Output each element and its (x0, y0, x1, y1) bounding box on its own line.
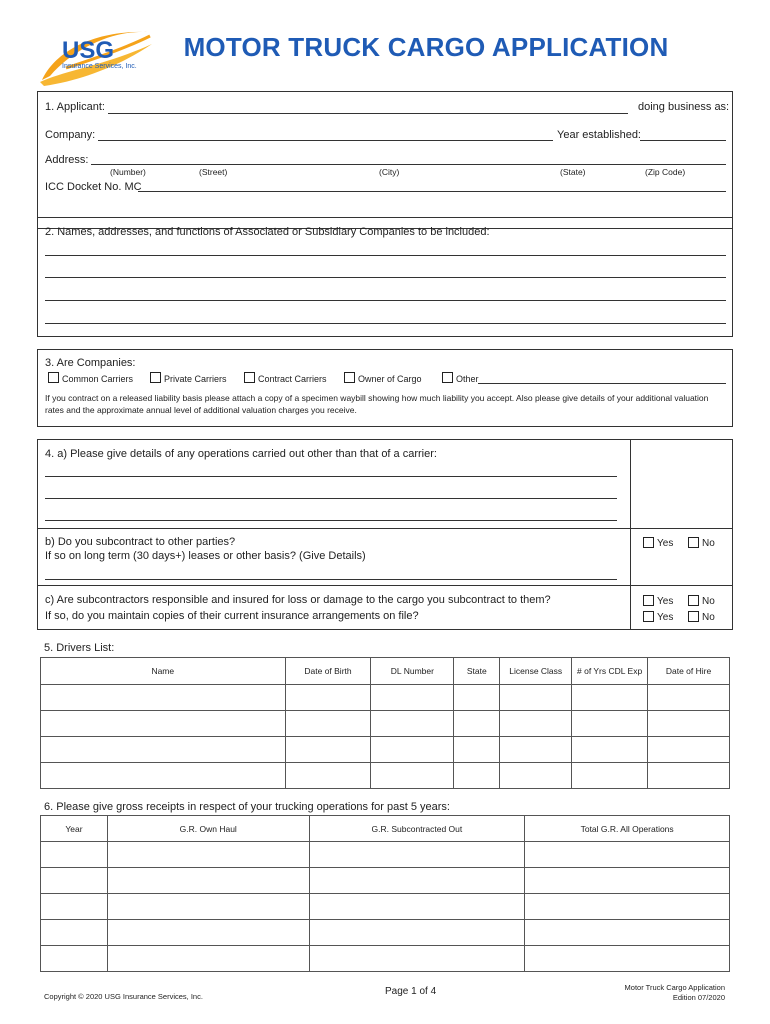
year-established-field[interactable] (640, 140, 726, 141)
address-label: Address: (45, 154, 89, 166)
owner-of-cargo-checkbox[interactable] (344, 372, 355, 383)
company-label: Company: (45, 129, 96, 141)
drivers-col-state: State (454, 658, 500, 685)
subcontract-yes-label: Yes (657, 538, 674, 549)
insured-yes-label: Yes (657, 596, 674, 607)
contract-carriers-label: Contract Carriers (258, 374, 327, 384)
table-row (41, 842, 730, 868)
receipts-col-total: Total G.R. All Operations (525, 816, 730, 842)
other-label: Other (456, 374, 479, 384)
subcontractor-insured-question: c) Are subcontractors responsible and insured for loss or damage to the cargo you subcontract to them? (45, 594, 551, 606)
private-carriers-label: Private Carriers (164, 374, 227, 384)
common-carriers-checkbox[interactable] (48, 372, 59, 383)
receipts-col-own-haul: G.R. Own Haul (107, 816, 309, 842)
insured-no-checkbox[interactable] (688, 595, 699, 606)
associated-line-1[interactable] (45, 255, 726, 256)
receipts-col-subcontracted: G.R. Subcontracted Out (309, 816, 525, 842)
svg-text:USG: USG (62, 37, 115, 64)
copies-no-label: No (702, 612, 715, 623)
private-carriers-checkbox[interactable] (150, 372, 161, 383)
gross-receipts-table (40, 815, 730, 972)
drivers-list-label: 5. Drivers List: (44, 642, 115, 654)
company-field[interactable] (98, 140, 553, 141)
address-field[interactable] (91, 164, 726, 165)
table-row (41, 737, 730, 763)
table-row (41, 711, 730, 737)
subcontract-yes-checkbox[interactable] (643, 537, 654, 548)
common-carriers-label: Common Carriers (62, 374, 134, 384)
contract-carriers-checkbox[interactable] (244, 372, 255, 383)
icc-docket-label: ICC Docket No. MC (45, 181, 142, 193)
associated-line-4[interactable] (45, 323, 726, 324)
company-type-label: 3. Are Companies: (45, 357, 136, 369)
year-established-label: Year established: (557, 129, 641, 141)
drivers-col-name: Name (41, 658, 286, 685)
insured-yes-checkbox[interactable] (643, 595, 654, 606)
drivers-col-dl-number: DL Number (371, 658, 454, 685)
address-zip-caption: (Zip Code) (645, 167, 686, 177)
dba-label: doing business as: (638, 101, 730, 113)
other-operations-line-2[interactable] (45, 498, 617, 499)
copies-no-checkbox[interactable] (688, 611, 699, 622)
associated-line-2[interactable] (45, 277, 726, 278)
address-number-caption: (Number) (110, 167, 146, 177)
other-operations-line-3[interactable] (45, 520, 617, 521)
section-associated-companies (37, 217, 733, 337)
drivers-col-date-of-hire: Date of Hire (648, 658, 730, 685)
svg-text:Insurance Services, Inc.: Insurance Services, Inc. (62, 63, 137, 70)
section-operations (37, 439, 733, 630)
insurance-copies-question: If so, do you maintain copies of their current insurance arrangements on file? (45, 610, 419, 622)
subcontract-no-label: No (702, 538, 715, 549)
applicant-field[interactable] (108, 113, 628, 114)
subcontract-question: b) Do you subcontract to other parties? (45, 536, 236, 548)
subcontract-no-checkbox[interactable] (688, 537, 699, 548)
address-street-caption: (Street) (199, 167, 228, 177)
icc-docket-field[interactable] (138, 191, 726, 192)
released-liability-note: If you contract on a released liability basis please attach a copy of a specimen waybill showing how much liability you accept. Also please give details of your additional valuation rates and the approximate annual level of additional valuation charges you receive. (45, 393, 709, 415)
copyright-text: Copyright © 2020 USG Insurance Services, Inc. (44, 992, 203, 1001)
section-applicant (37, 91, 733, 229)
associated-line-3[interactable] (45, 300, 726, 301)
gross-receipts-label: 6. Please give gross receipts in respect of your trucking operations for past 5 years: (44, 801, 450, 813)
table-row (41, 920, 730, 946)
usg-logo (36, 10, 156, 90)
table-row (41, 894, 730, 920)
other-checkbox[interactable] (442, 372, 453, 383)
table-row (41, 685, 730, 711)
form-name: Motor Truck Cargo Application (624, 983, 725, 992)
drivers-col-cdl-exp: # of Yrs CDL Exp (572, 658, 648, 685)
copies-yes-label: Yes (657, 612, 674, 623)
drivers-col-license-class: License Class (500, 658, 572, 685)
other-operations-label: 4. a) Please give details of any operations carried out other than that of a carrier: (45, 448, 437, 460)
associated-companies-label: 2. Names, addresses, and functions of Associated or Subsidiary Companies to be included: (45, 226, 490, 238)
address-state-caption: (State) (560, 167, 586, 177)
other-operations-line-1[interactable] (45, 476, 617, 477)
copies-yes-checkbox[interactable] (643, 611, 654, 622)
table-row (41, 946, 730, 972)
other-field[interactable] (478, 383, 726, 384)
page-title: MOTOR TRUCK CARGO APPLICATION (183, 32, 669, 62)
owner-of-cargo-label: Owner of Cargo (358, 374, 422, 384)
page-number: Page 1 of 4 (385, 986, 437, 997)
applicant-label: 1. Applicant: (45, 101, 105, 113)
form-edition: Edition 07/2020 (672, 993, 725, 1002)
subcontract-details-question: If so on long term (30 days+) leases or other basis? (Give Details) (45, 550, 366, 562)
table-row (41, 763, 730, 789)
drivers-table (40, 657, 730, 789)
section-company-type (37, 349, 733, 427)
table-row (41, 868, 730, 894)
receipts-col-year: Year (41, 816, 108, 842)
drivers-col-dob: Date of Birth (285, 658, 371, 685)
insured-no-label: No (702, 596, 715, 607)
address-city-caption: (City) (379, 167, 400, 177)
subcontract-details-field[interactable] (45, 579, 617, 580)
